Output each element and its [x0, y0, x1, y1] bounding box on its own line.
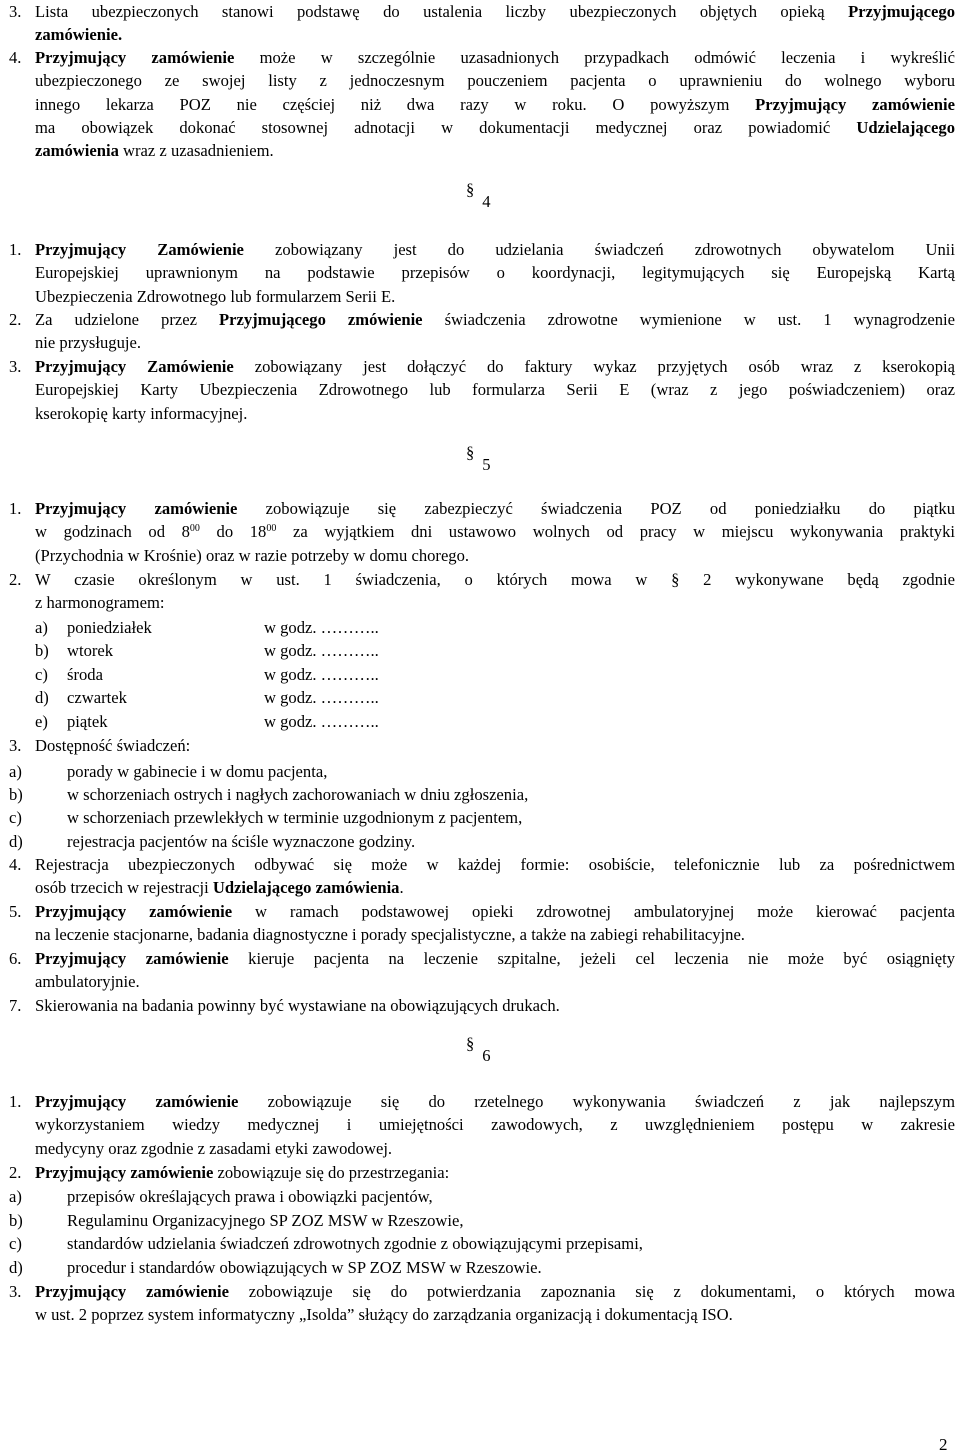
document-page: 3. Lista ubezpieczonych stanowi podstawę do ustalenia liczby ubezpieczonych objętych opieką Przyjmującego zamówienie. 4. Przyjmujący zamówienie może w szczególnie uzasadnionych przypadkach odmówić leczenia i wykreślić ubezpieczonego ze swojej listy z jednoczesnym pouczeniem pacjenta o uprawnieniu do wolnego wyboru innego lekarza POZ nie częściej niż dwa razy w roku. O powyższym Przyjmujący zamówienie ma obowiązek dokonać stosownej adnotacji w dokumentacji medycznej oraz powiadomić Udzielającego zamówienia wraz z uzasadnieniem. §4 1. Przyjmujący Zamówienie zobowiązany jest do udzielania świadczeń zdrowotnych obywatelom Unii Europejskiej uprawnionym na podstawie przepisów o koordynacji, legitymujących się Europejską Kartą Ubezpieczenia Zdrowotnego lub formularzem Serii E. 2. Za udzielone przez Przyjmującego zmówienie świadczenia zdrowotne wymienione w ust. 1 wynagrodzenie nie przysługuje. 3. Przyjmujący Zamówienie zobowiązany jest dołączyć do faktury wykaz przyjętych osób wraz z kserokopią Europejskiej Karty Ubezpieczenia Zdrowotnego lub formularza Serii E (wraz z jego poświadczeniem) oraz kserokopię karty informacyjnej. §5 1. Przyjmujący zamówienie zobowiązuje się zabezpieczyć świadczenia POZ od poniedziałku do piątku w godzinach od $8^{00}$ do $18^{00}$ za wyjątkiem dni ustawowo wolnych od pracy w miejscu wykonywania praktyki (Przychodnia w Krośnie) oraz w razie potrzeby w domu chorego. 2. W czasie określonym w ust. 1 świadczenia, o których mowa w § 2 wykonywane będą zgodnie z harmonogramem: a) poniedziałek w godz. ……….. b) wtorek w godz. ……….. c) środa w godz. ……….. d) czwartek w godz. ……….. e) piątek w godz. ……….. 3. Dostępność świadczeń: a) porady w gabinecie i w domu pacjenta, b) w schorzeniach ostrych i nagłych zachorowaniach w dniu zgłoszenia, c) w schorzeniach przewlekłych w terminie uzgodnionym z pacjentem, d) rejestracja pacjentów na ściśle wyznaczone godziny. 4. Rejestracja ubezpieczonych odbywać się może w każdej formie: osobiście, telefonicznie lub za pośrednictwem osób trzecich w rejestracji Udzielającego zamówienia. 5. Przyjmujący zamówienie w ramach podstawowej opieki zdrowotnej ambulatoryjnej może kierować pacjenta na leczenie stacjonarne, badania diagnostyczne i porady specjalistyczne, a także na zabiegi rehabilitacyjne. 6. Przyjmujący zamówienie kieruje pacjenta na leczenie szpitalne, jeżeli cel leczenia nie może być osiągnięty ambulatoryjnie. 7. Skierowania na badania powinny być wystawiane na obowiązujących drukach. §6 1. Przyjmujący zamówienie zobowiązuje się do rzetelnego wykonywania świadczeń z jak najlepszym wykorzystaniem wiedzy medycznej i umiejętności zawodowych, z uwzględnieniem postępu w zakresie medycyny oraz zgodnie z zasadami etyki zawodowej. 2. Przyjmujący zamówienie zobowiązuje się do przestrzegania: a) przepisów określających prawa i obowiązki pacjentów, b) Regulaminu Organizacyjnego SP ZOZ MSW w Rzeszowie, c) standardów udzielania świadczeń zdrowotnych zgodnie z obowiązującymi przepisami, d) procedur i standardów obowiązujących w SP ZOZ MSW w Rzeszowie. 3. Przyjmujący zamówienie zobowiązuje się do potwierdzania zapoznania się z dokumentami, o których mowa w ust. 2 poprzez system informatyczny „Isolda” służący do zarządzania organizacją i dokumentacją ISO. 2 — [0, 0, 960, 1453]
s4-paragraph-2: 2. Za udzielone przez Przyjmującego zmówienie świadczenia zdrowotne wymienione w ust. 1 wynagrodzenie nie przysługuje. — [9, 310, 955, 353]
section-heading-4: §4 — [466, 180, 491, 211]
s5-paragraph-3: 3. Dostępność świadczeń: — [9, 736, 191, 755]
s5-paragraph-5: 5. Przyjmujący zamówienie w ramach podstawowej opieki zdrowotnej ambulatoryjnej może kierować pacjenta na leczenie stacjonarne, badania diagnostyczne i porady specjalistyczne, a także na zabiegi rehabilitacyjne. — [9, 902, 955, 945]
section-heading-5: §5 — [466, 443, 491, 474]
item-number: 3. — [9, 2, 22, 21]
paragraph-4: 4. Przyjmujący zamówienie może w szczególnie uzasadnionych przypadkach odmówić leczenia i wykreślić ubezpieczonego ze swojej listy z jednoczesnym pouczeniem pacjenta o uprawnieniu do wolnego wyboru innego lekarza POZ nie częściej niż dwa razy w roku. O powyższym Przyjmujący zamówienie ma obowiązek dokonać stosownej adnotacji w dokumentacji medycznej oraz powiadomić Udzielającego zamówienia wraz z uzasadnieniem. — [9, 48, 955, 161]
s6-paragraph-2: 2. Przyjmujący zamówienie zobowiązuje się do przestrzegania: — [9, 1163, 450, 1182]
s4-paragraph-1: 1. Przyjmujący Zamówienie zobowiązany jest do udzielania świadczeń zdrowotnych obywatelom Unii Europejskiej uprawnionym na podstawie przepisów o koordynacji, legitymujących się Europejską Kartą Ubezpieczenia Zdrowotnego lub formularzem Serii E. — [9, 240, 955, 306]
section-heading-6: §6 — [466, 1034, 491, 1065]
s5-paragraph-1: 1. Przyjmujący zamówienie zobowiązuje się zabezpieczyć świadczenia POZ od poniedziałku do piątku w godzinach od $8^{00}$ do $18^{00}$ za wyjątkiem dni ustawowo wolnych od pracy w miejscu wykonywania praktyki (Przychodnia w Krośnie) oraz w razie potrzeby w domu chorego. — [9, 499, 956, 565]
s5-paragraph-2: 2. W czasie określonym w ust. 1 świadczenia, o których mowa w § 2 wykonywane będą zgodnie z harmonogramem: — [9, 570, 955, 613]
s5-paragraph-7: 7. Skierowania na badania powinny być wystawiane na obowiązujących drukach. — [9, 996, 560, 1015]
s6-paragraph-1: 1. Przyjmujący zamówienie zobowiązuje się do rzetelnego wykonywania świadczeń z jak najlepszym wykorzystaniem wiedzy medycznej i umiejętności zawodowych, z uwzględnieniem postępu w zakresie medycyny oraz zgodnie z zasadami etyki zawodowej. — [9, 1092, 955, 1158]
paragraph-3: 3. Lista ubezpieczonych stanowi podstawę do ustalenia liczby ubezpieczonych objętych opieką Przyjmującego zamówienie. — [9, 2, 955, 45]
s4-paragraph-3: 3. Przyjmujący Zamówienie zobowiązany jest dołączyć do faktury wykaz przyjętych osób wraz z kserokopią Europejskiej Karty Ubezpieczenia Zdrowotnego lub formularza Serii E (wraz z jego poświadczeniem) oraz kserokopię karty informacyjnej. — [9, 357, 955, 423]
s5-paragraph-6: 6. Przyjmujący zamówienie kieruje pacjenta na leczenie szpitalne, jeżeli cel leczenia nie może być osiągnięty ambulatoryjnie. — [9, 949, 955, 992]
s6-paragraph-3: 3. Przyjmujący zamówienie zobowiązuje się do potwierdzania zapoznania się z dokumentami, o których mowa w ust. 2 poprzez system informatyczny „Isolda” służący do zarządzania organizacją i dokumentacją ISO. — [9, 1282, 956, 1325]
s5-paragraph-4: 4. Rejestracja ubezpieczonych odbywać się może w każdej formie: osobiście, telefonicznie lub za pośrednictwem osób trzecich w rejestracji Udzielającego zamówienia. — [9, 855, 955, 898]
page-number: 2 — [939, 1435, 948, 1454]
